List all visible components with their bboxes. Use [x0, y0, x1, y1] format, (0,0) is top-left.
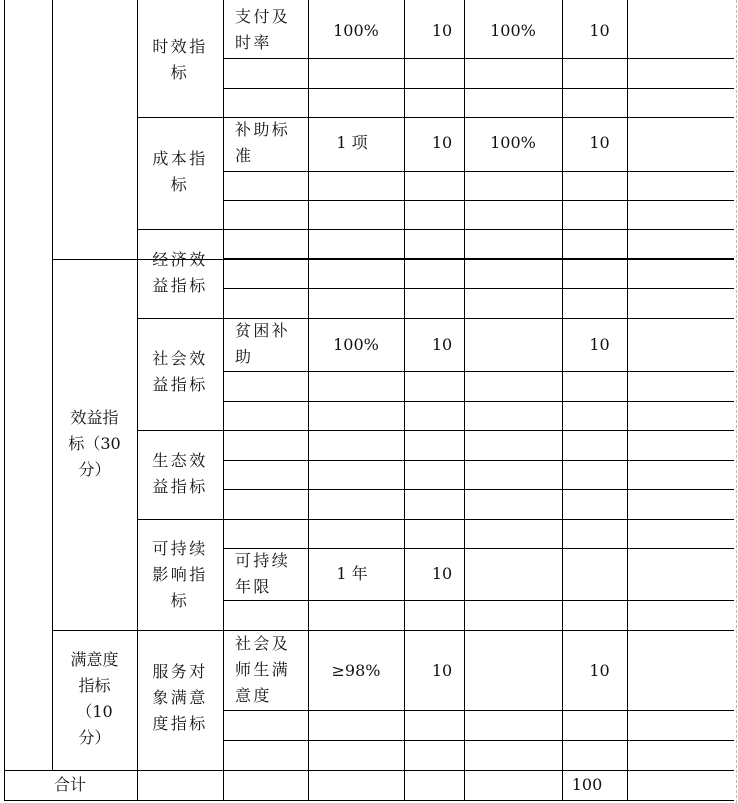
target-value: ≥98% [331, 661, 381, 680]
actual-value: 100% [490, 133, 536, 152]
score-value: 10 [589, 21, 610, 40]
row-divider [223, 548, 734, 549]
category-satisfaction: 满意度 指标 （10 分） [70, 650, 119, 747]
group-divider [137, 229, 734, 230]
total-score: 100 [571, 775, 603, 794]
total-label: 合计 [53, 775, 86, 794]
item-name: 社会及 师生满 意度 [235, 634, 291, 705]
weight-value: 10 [431, 661, 453, 680]
row-divider [223, 371, 734, 372]
weight-value: 10 [431, 21, 453, 40]
row-divider [223, 88, 734, 89]
row-divider [223, 288, 734, 289]
sub-indicator-ecological: 生态效 益指标 [152, 451, 208, 496]
sub-indicator-sustainable: 可持续 影响指 标 [152, 539, 208, 610]
category-divider [52, 630, 734, 631]
sub-indicator-social: 社会效 益指标 [152, 349, 208, 394]
row-divider [223, 200, 734, 201]
row-divider [223, 401, 734, 402]
target-value: 1 年 [336, 564, 368, 583]
score-value: 10 [589, 335, 610, 354]
group-divider [137, 430, 734, 431]
row-divider [223, 460, 734, 461]
group-divider [137, 117, 734, 118]
weight-value: 10 [431, 335, 453, 354]
item-name: 支付及 时率 [235, 7, 291, 52]
sub-indicator-cost: 成本指 标 [152, 149, 208, 194]
weight-value: 10 [431, 564, 453, 583]
sub-indicator-timeliness: 时效指 标 [152, 37, 208, 82]
target-value: 100% [333, 335, 379, 354]
sub-indicator-service: 服务对 象满意 度指标 [152, 662, 208, 733]
weight-value: 10 [431, 133, 453, 152]
row-divider [223, 740, 734, 741]
target-value: 100% [333, 21, 379, 40]
score-value: 10 [589, 661, 610, 680]
page-edge-guide [736, 0, 737, 803]
actual-value: 100% [490, 21, 536, 40]
row-divider [223, 489, 734, 490]
total-row-top [4, 770, 734, 771]
group-divider [137, 519, 734, 520]
score-value: 10 [589, 133, 610, 152]
row-divider [223, 710, 734, 711]
sub-indicator-economic: 经济效 益指标 [152, 250, 208, 295]
item-name: 补助标 准 [235, 120, 291, 165]
item-name: 可持续 年限 [235, 551, 291, 596]
row-divider [223, 58, 734, 59]
row-divider [223, 171, 734, 172]
row-divider [223, 600, 734, 601]
target-value: 1 项 [336, 133, 368, 152]
table-border-left [4, 0, 5, 801]
group-divider [137, 318, 734, 319]
table-border-bottom [4, 800, 734, 801]
category-benefit: 效益指 标（30 分） [68, 408, 121, 479]
item-name: 贫困补 助 [235, 321, 291, 366]
